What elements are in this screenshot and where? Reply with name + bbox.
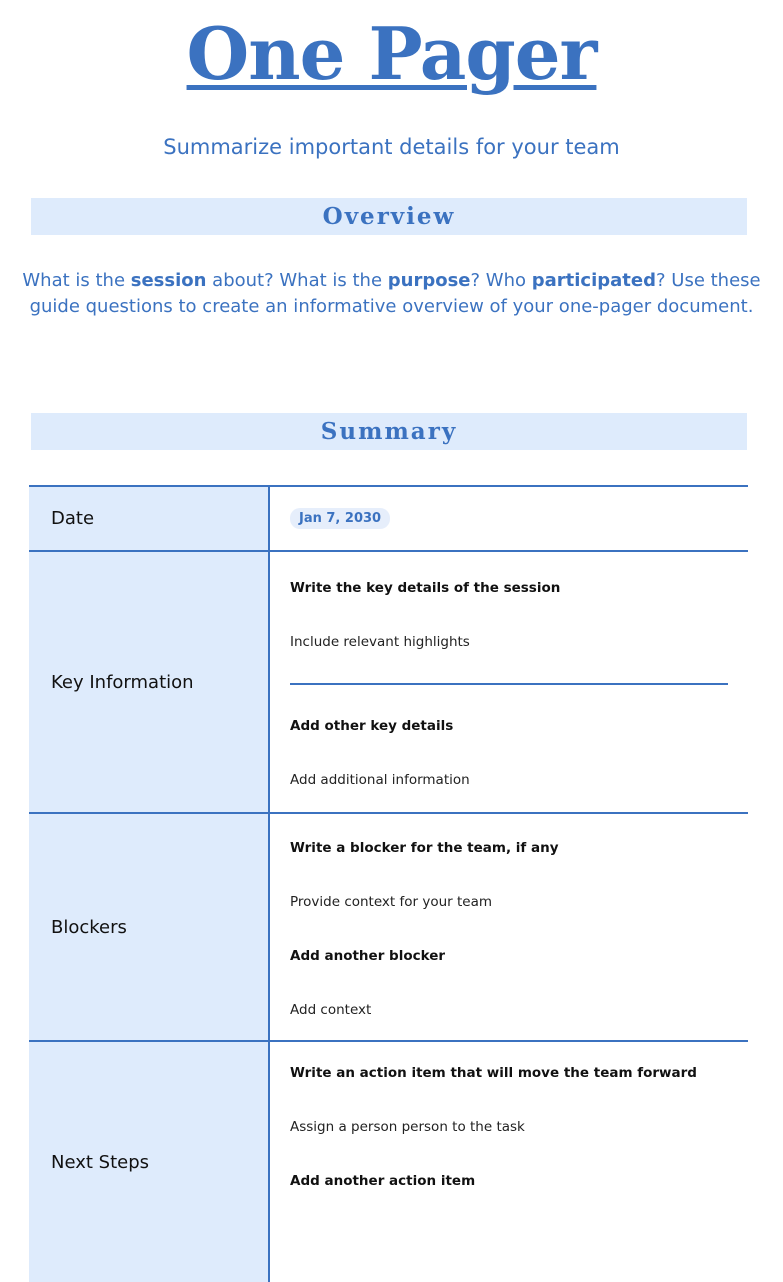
next-step-item[interactable]: Write an action item that will move the team forward — [290, 1065, 697, 1081]
blocker-item[interactable]: Write a blocker for the team, if any — [290, 840, 559, 856]
overview-text[interactable] — [20, 268, 763, 320]
date-row — [29, 486, 748, 551]
next-steps-list — [290, 1042, 728, 1208]
key-information-label: Key Information — [29, 551, 269, 813]
date-label: Date — [29, 486, 269, 551]
next-step-item[interactable]: Add another action item — [290, 1173, 476, 1189]
key-information-cell — [269, 551, 748, 813]
page-subtitle[interactable]: Summarize important details for your team — [163, 135, 620, 159]
key-information-item[interactable]: Add other key details — [290, 718, 454, 734]
blocker-item[interactable]: Add context — [290, 1002, 372, 1018]
blockers-list — [290, 817, 728, 1037]
date-chip[interactable]: Jan 7, 2030 — [290, 508, 390, 529]
overview-keyword-session: session — [130, 270, 207, 291]
overview-keyword-participated: participated — [531, 270, 656, 291]
blockers-label: Blockers — [29, 813, 269, 1041]
key-information-item[interactable]: Add additional information — [290, 772, 470, 788]
overview-text-part: ? Use these guide questions to create an informative overview of your one-pager document. — [29, 270, 761, 317]
next-steps-cell — [269, 1041, 748, 1282]
key-information-divider — [290, 683, 728, 685]
blocker-item[interactable]: Add another blocker — [290, 948, 446, 964]
key-information-item[interactable]: Write the key details of the session — [290, 580, 561, 596]
key-information-row — [29, 551, 748, 813]
date-cell — [269, 486, 748, 551]
summary-heading[interactable]: Summary — [31, 413, 747, 450]
next-step-item[interactable]: Assign a person person to the task — [290, 1119, 525, 1135]
blockers-row — [29, 813, 748, 1041]
overview-keyword-purpose: purpose — [387, 270, 471, 291]
next-steps-row — [29, 1041, 748, 1282]
overview-text-part: ? Who — [470, 270, 532, 291]
overview-text-part: What is the — [22, 270, 131, 291]
overview-text-part: about? What is the — [206, 270, 388, 291]
title-wrap — [0, 12, 783, 96]
overview-heading[interactable]: Overview — [31, 198, 747, 235]
key-information-list — [290, 557, 728, 807]
blockers-cell — [269, 813, 748, 1041]
next-steps-label: Next Steps — [29, 1041, 269, 1282]
page-title[interactable]: One Pager — [186, 11, 597, 96]
key-information-item[interactable]: Include relevant highlights — [290, 634, 470, 650]
summary-table — [29, 485, 748, 1282]
blocker-item[interactable]: Provide context for your team — [290, 894, 493, 910]
